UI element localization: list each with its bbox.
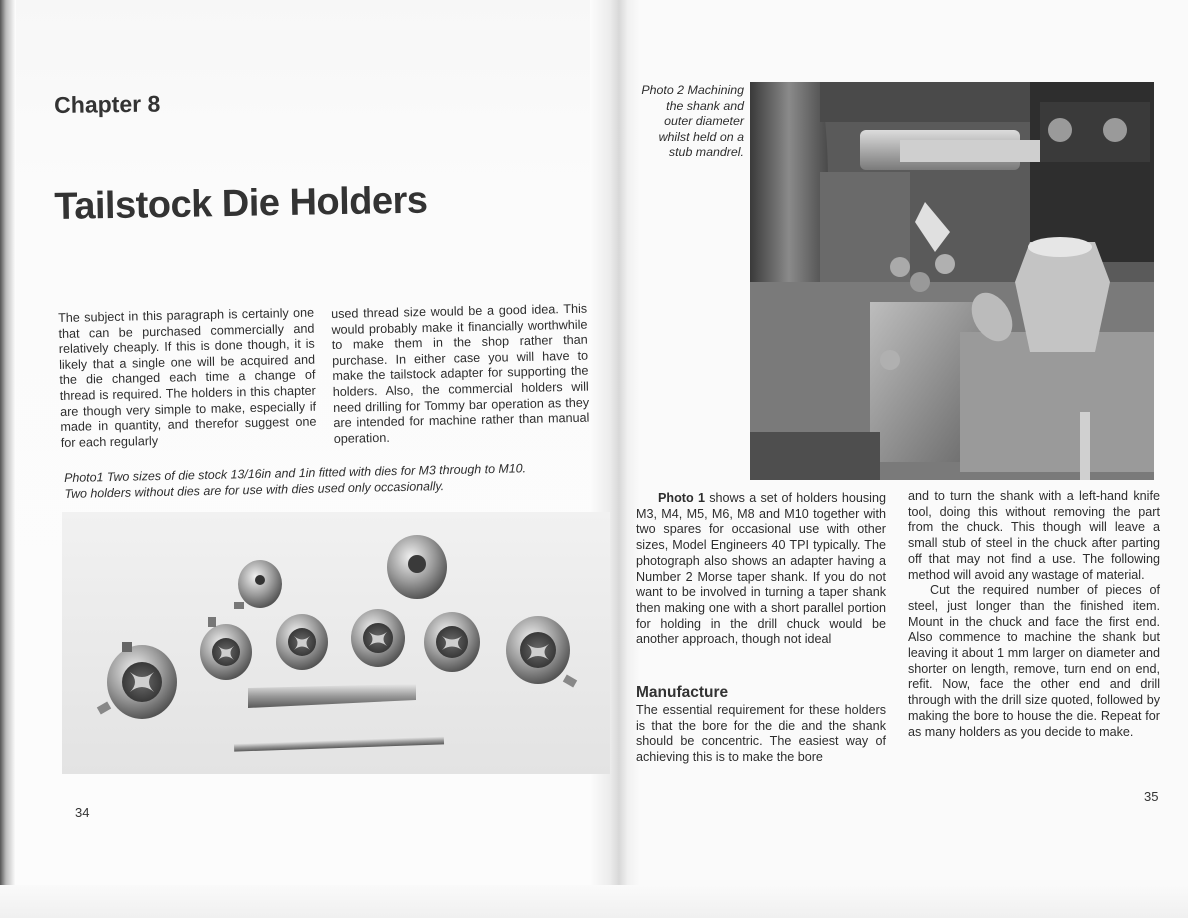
photo2-caption-line: whilst held on a <box>658 129 744 144</box>
chapter-label: Chapter 8 <box>54 90 161 118</box>
photo1-reference: Photo 1 <box>658 491 705 505</box>
page-number-right: 35 <box>1144 789 1159 804</box>
page-edge-shadow <box>0 0 16 918</box>
right-column-2-paragraph-1: and to turn the shank with a left-hand knife tool, doing this without removing the part from the chuck. This though will leave a small stub of steel in the chuck after parting off that may not find a use. The following method will avoid any wastage of material. <box>908 489 1160 582</box>
photo2-lathe-machining <box>750 82 1154 480</box>
manufacture-paragraph: The essential requirement for these holders is that the bore for the die and the shank should be concentric. The easiest way of achieving this is to make the bore <box>636 703 886 765</box>
die-holder-m5 <box>276 614 328 670</box>
manufacture-heading: Manufacture <box>636 684 729 701</box>
right-column-2-paragraph-2: Cut the required number of pieces of steel, just longer than the finished item. Mount in the chuck and face the first end. Also commence to machine the shank but leaving it about 1 mm larger on diameter and shorter on length, remove, turn end on end, refit. Now, face the other end and drill through with the drill size quoted, followed by making the bore to house the die. Repeat for as many holders as you decide to make. <box>908 583 1160 739</box>
photo2-caption-line: Photo 2 Machining <box>641 83 744 97</box>
right-column-1-text: shows a set of holders housing M3, M4, M5, M6, M8 and M10 together with two spares for occasional use with other sizes, Model Engineers 40 TPI typically. The photograph also shows an adapter having a Number 2 Morse taper shank. If you do not want to be involved in turning a taper shank then making one with a short parallel portion for holding in the drill chuck would be another approach, though not ideal <box>636 491 886 647</box>
photo1-caption-line1: Photo1 Two sizes of die stock 13/16in and 1in fitted with dies for M3 through to M10. <box>64 461 527 485</box>
left-column-2: used thread size would be a good idea. This would probably make it financially worthwhile to make them in the shop rather than purchase. In either case you will have to make the tailstock adapter for supporting the holders. Also, the commercial holders will need drilling for Tommy bar operation as they are intended for machine rather than manual operation. <box>331 301 590 446</box>
bottom-margin <box>0 885 1188 918</box>
photo1-die-holders <box>62 512 610 774</box>
chapter-title: Tailstock Die Holders <box>54 179 428 228</box>
die-holder-m8 <box>424 612 480 672</box>
right-column-1 <box>636 491 886 648</box>
photo1-caption-line2: Two holders without dies are for use with dies used only occasionally. <box>64 479 445 501</box>
photo2-caption <box>628 83 744 161</box>
left-page <box>16 0 606 918</box>
die-holder-spare <box>387 535 447 599</box>
right-column-2 <box>908 489 1160 740</box>
page-number-left: 34 <box>75 805 90 820</box>
photo2-caption-line: outer diameter <box>664 114 744 128</box>
die-holder-m6 <box>351 609 405 667</box>
left-column-1: The subject in this paragraph is certainly one that can be purchased commercially and relatively cheaply. If this is done though, it is likely that a single one will be acquired and the die changed each time a change of thread is required. The holders in this chapter are though very simple to make, especially if made in quantity, and therefor suggest one for each regularly <box>58 305 317 450</box>
photo2-caption-line: the shank and <box>666 98 744 113</box>
photo2-caption-line: stub mandrel. <box>668 145 744 159</box>
